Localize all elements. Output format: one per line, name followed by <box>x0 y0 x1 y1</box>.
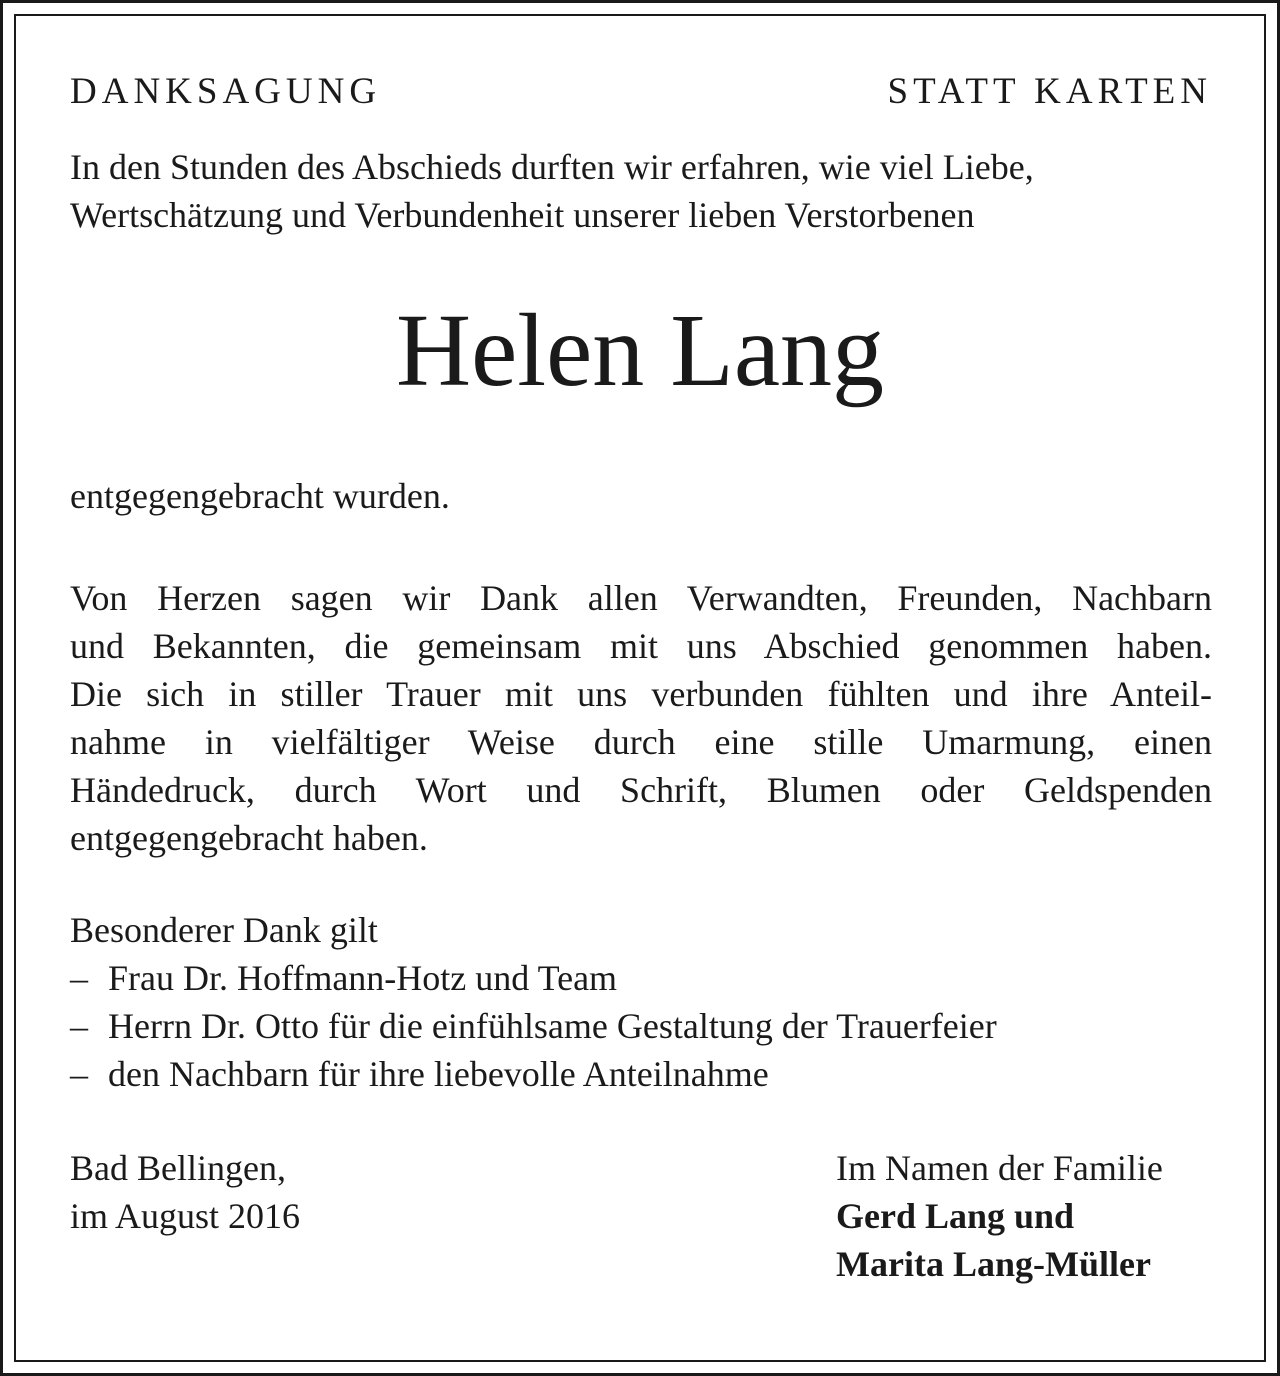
thanks-paragraph <box>70 574 1212 862</box>
thanks-line: Von Herzen sagen wir Dank allen Verwandten, Freunden, Nachbarn <box>70 578 1212 618</box>
thanks-line: nahme in vielfältiger Weise durch eine stille Umarmung, einen <box>70 722 1212 762</box>
special-thanks-item-text: den Nachbarn für ihre liebevolle Anteilnahme <box>108 1054 769 1094</box>
intro-line: Wertschätzung und Verbundenheit unserer lieben Verstorbenen <box>70 195 975 235</box>
intro-line: In den Stunden des Abschieds durften wir erfahren, wie viel Liebe, <box>70 147 1034 187</box>
intro-text <box>70 143 1212 239</box>
special-thanks-item <box>70 954 1212 1002</box>
signature-block <box>836 1144 1163 1288</box>
header-statt-karten: STATT KARTEN <box>887 71 1212 112</box>
dash-bullet: – <box>70 958 88 998</box>
special-thanks-item-text: Frau Dr. Hoffmann-Hotz und Team <box>108 958 618 998</box>
after-name-text <box>70 472 1212 520</box>
thanks-line: Händedruck, durch Wort und Schrift, Blumen oder Geldspenden <box>70 770 1212 810</box>
after-name-line: entgegengebracht wurden. <box>70 476 450 516</box>
place-date <box>70 1144 300 1240</box>
place-line: Bad Bellingen, <box>70 1148 286 1188</box>
header-danksagung: DANKSAGUNG <box>70 71 382 112</box>
dash-bullet: – <box>70 1054 88 1094</box>
signature-name: Gerd Lang und <box>836 1196 1075 1236</box>
signature-name: Marita Lang-Müller <box>836 1244 1151 1284</box>
thanks-line: entgegengebracht haben. <box>70 818 428 858</box>
date-line: im August 2016 <box>70 1196 301 1236</box>
special-thanks-item <box>70 1050 1212 1098</box>
special-thanks-item-text: Herrn Dr. Otto für die einfühlsame Gestaltung der Trauerfeier <box>108 1006 997 1046</box>
dash-bullet: – <box>70 1006 88 1046</box>
thanks-line: und Bekannten, die gemeinsam mit uns Abschied genommen haben. <box>70 626 1212 666</box>
signature-intro: Im Namen der Familie <box>836 1148 1163 1188</box>
deceased-name: Helen Lang <box>395 293 884 408</box>
thanks-line: Die sich in stiller Trauer mit uns verbunden fühlten und ihre Anteil- <box>70 674 1212 714</box>
special-thanks-item <box>70 1002 1212 1050</box>
special-thanks-heading: Besonderer Dank gilt <box>70 910 378 950</box>
special-thanks <box>70 906 1212 1098</box>
